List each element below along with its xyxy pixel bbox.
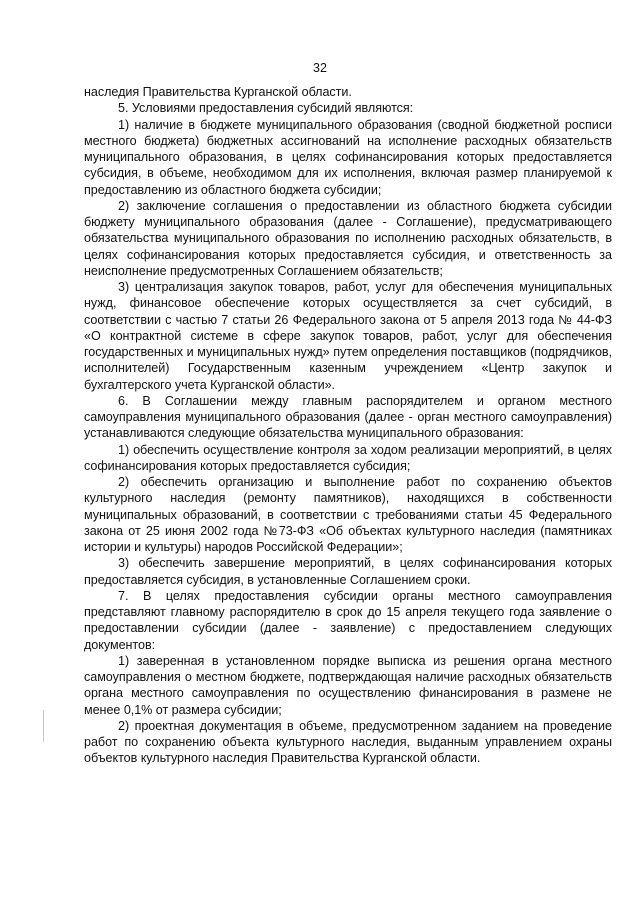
- paragraph-item-6-2: 2) обеспечить организацию и выполнение работ по сохранению объектов культурного наследия (ремонту памятников), находящихся в собственности муниципальных образований, в соответствии с требованиями статьи 45 Федерального закона от 25 июня 2002 года №73-ФЗ «Об объектах культурного наследия (памятниках истории и культуры) народов Российской Федерации»;: [84, 475, 612, 554]
- paragraph-continuation: наследия Правительства Курганской области.: [84, 85, 352, 99]
- paragraph-item-5-1: 1) наличие в бюджете муниципального образования (сводной бюджетной росписи местного бюджета) бюджетных ассигнований на исполнение расходных обязательств муниципального образования, в целях софинансирования которых предоставляется субсидия, в объеме, необходимом для их исполнения, включая размер планируемой к предоставлению из областного бюджета субсидии;: [84, 117, 612, 197]
- paragraph-item-5-2: 2) заключение соглашения о предоставлении из областного бюджета субсидии бюджету муниципального образования (далее - Соглашение), предусматривающего обязательства муниципального образования по исполнению расходных обязательств, в целях софинансирования которых предоставляется субсидия, и ответственность за неисполнение предусмотренных Соглашением обязательств;: [84, 198, 612, 278]
- paragraph-item-6-1: 1) обеспечить осуществление контроля за ходом реализации мероприятий, в целях софинансирования которых предоставляется субсидия;: [84, 442, 612, 473]
- paragraph-item-5-3: 3) централизация закупок товаров, работ, услуг для обеспечения муниципальных нужд, финансовое обеспечение которых осуществляется за счет субсидий, в соответствии с частью 7 статьи 26 Федерального закона от 5 апреля 2013 года № 44-ФЗ «О контрактной системе в сфере закупок товаров, работ, услуг для обеспечения государственных и муниципальных нужд» путем определения поставщиков (подрядчиков, исполнителей) Государственным казенным учреждением «Центр закупок и бухгалтерского учета Курганской области».: [84, 280, 612, 392]
- paragraph-item-7-heading: 7. В целях предоставления субсидии органы местного самоуправления представляют главному распорядителю в срок до 15 апреля текущего года заявление о предоставлении субсидии (далее - заявление) с предоставлением следующих документов:: [84, 588, 612, 652]
- page-number: 32: [313, 61, 327, 75]
- paragraph-item-5-heading: 5. Условиями предоставления субсидий являются:: [118, 101, 414, 116]
- paragraph-item-6-3: 3) обеспечить завершение мероприятий, в целях софинансирования которых предоставляется субсидия, в установленные Соглашением сроки.: [84, 556, 612, 587]
- paragraph-item-6-heading: 6. В Соглашении между главным распорядителем и органом местного самоуправления муниципального образования (далее - орган местного самоуправления) устанавливаются следующие обязательства муниципального образования:: [84, 393, 612, 441]
- scan-margin-mark: [43, 710, 44, 742]
- paragraph-item-7-2: 2) проектная документация в объеме, предусмотренном заданием на проведение работ по сохранению объекта культурного наследия, выданным управлением охраны объектов культурного наследия Правительства Курганской области.: [84, 718, 612, 766]
- document-body: [84, 84, 612, 767]
- paragraph-item-7-1: 1) заверенная в установленном порядке выписка из решения органа местного самоуправления о местном бюджете, подтверждающая наличие расходных обязательств органа местного самоуправления по осуществлению финансирования в размене не менее 0,1% от размера субсидии;: [84, 653, 612, 717]
